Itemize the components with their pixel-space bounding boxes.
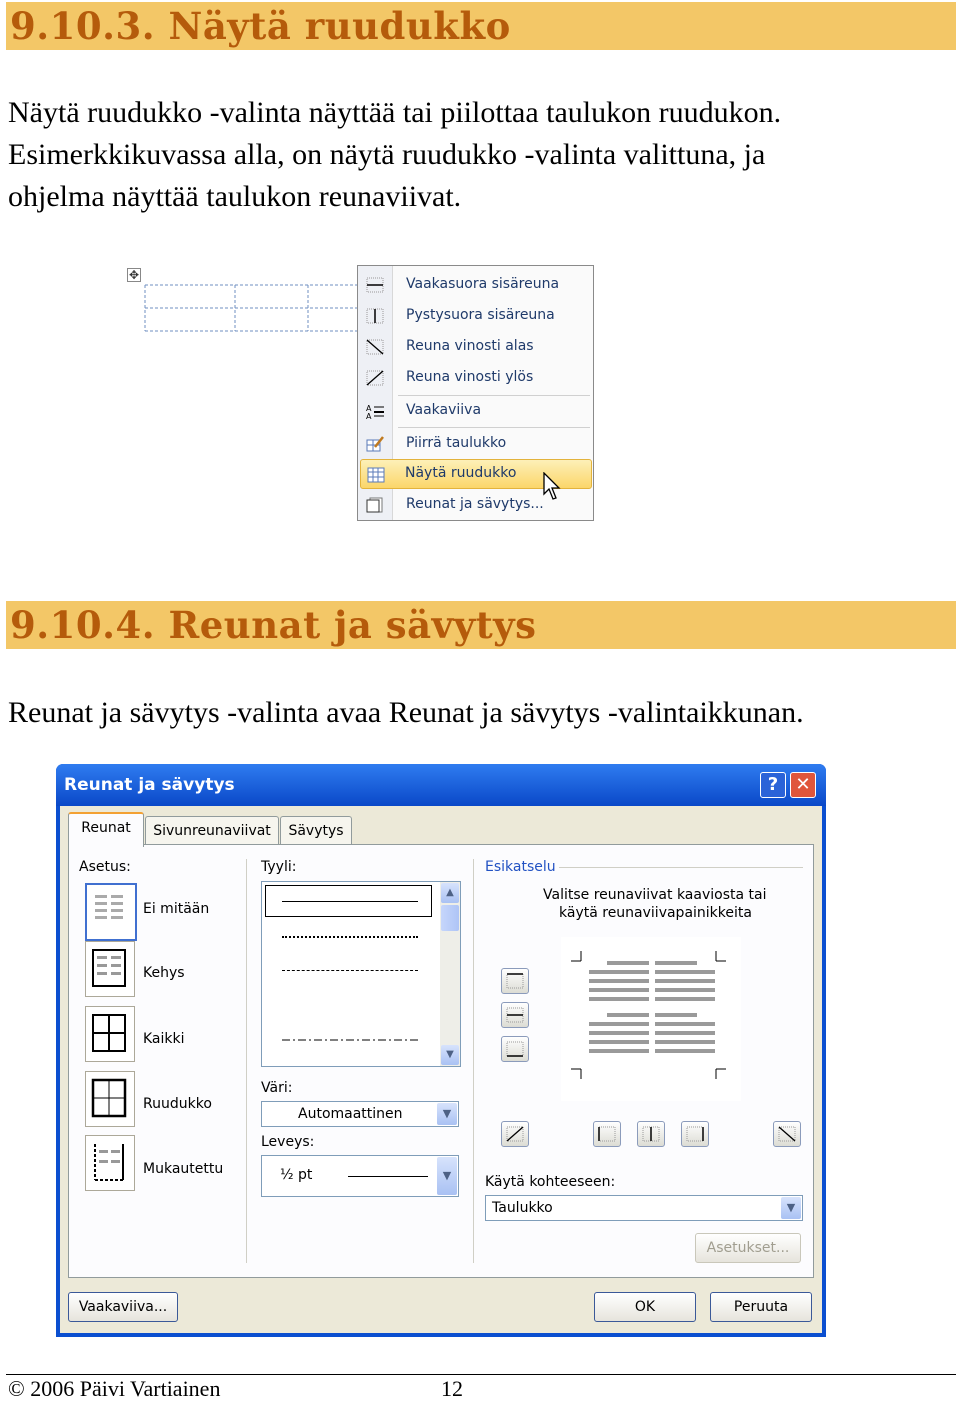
paragraph-line: Näytä ruudukko -valinta näyttää tai piilottaa taulukon ruudukon. (8, 96, 782, 129)
bottom-border-icon (502, 1037, 528, 1061)
menu-item-label: Vaakasuora sisäreuna (406, 276, 560, 292)
column-separator (246, 859, 247, 1263)
help-button[interactable] (760, 772, 786, 798)
borders-and-shading-icon (366, 497, 384, 513)
preview-hint-line-1: Valitse reunaviivat kaaviosta tai (543, 887, 767, 903)
close-button[interactable] (790, 772, 816, 798)
setting-none-option[interactable] (85, 883, 137, 941)
color-label: Väri: (261, 1080, 293, 1096)
horizontal-line-icon (366, 403, 384, 419)
tab-borders[interactable]: Reunat (68, 812, 144, 847)
tab-shading[interactable]: Sävytys (280, 816, 352, 845)
inside-horizontal-border-icon (502, 1003, 528, 1027)
svg-text:A: A (366, 412, 372, 419)
top-border-button[interactable] (501, 968, 529, 994)
footer-rule (6, 1374, 956, 1375)
column-separator (473, 859, 474, 1263)
diagonal-up-border-icon (366, 370, 384, 386)
section-heading-1: 9.10.3. Näytä ruudukko (6, 2, 956, 50)
preview-label: Esikatselu (485, 859, 556, 875)
dashed-table-gridlines (144, 284, 358, 334)
preview-diagram[interactable] (561, 937, 741, 1101)
chevron-down-icon: ▼ (446, 1049, 454, 1060)
line-style-dashed-large[interactable] (282, 1005, 418, 1006)
mouse-pointer-icon (543, 472, 563, 502)
diagonal-down-border-icon (366, 339, 384, 355)
scroll-down-button[interactable] (441, 1045, 459, 1065)
inside-horizontal-border-icon (366, 277, 384, 293)
line-style-dotted[interactable] (282, 936, 418, 938)
left-border-icon (594, 1122, 620, 1146)
chevron-up-icon: ▲ (446, 887, 454, 898)
diagonal-up-border-button[interactable] (501, 1121, 529, 1147)
page-number: 12 (441, 1376, 463, 1401)
dialog-title: Reunat ja sävytys (64, 775, 235, 795)
cancel-button[interactable]: Peruuta (710, 1292, 812, 1322)
bottom-border-button[interactable] (501, 1036, 529, 1062)
menu-item-diagonal-down-border[interactable] (360, 332, 592, 362)
borders-and-shading-dialog (56, 764, 826, 1337)
top-border-icon (502, 969, 528, 993)
menu-item-diagonal-up-border[interactable] (360, 363, 592, 393)
dialog-client-area (60, 806, 822, 1333)
setting-grid-icon (86, 1072, 132, 1124)
width-sample-line (348, 1176, 428, 1177)
apply-to-dropdown[interactable] (485, 1195, 803, 1221)
setting-label: Asetus: (79, 859, 131, 875)
inside-horizontal-border-button[interactable] (501, 1002, 529, 1028)
setting-custom-option[interactable] (85, 1135, 135, 1191)
setting-box-label: Kehys (143, 965, 185, 981)
menu-item-label: Reuna vinosti ylös (406, 369, 534, 385)
inside-vertical-border-icon (638, 1122, 664, 1146)
setting-none-icon (87, 885, 131, 935)
setting-custom-icon (86, 1136, 132, 1188)
diagonal-up-border-icon (502, 1122, 528, 1146)
menu-item-label: Näytä ruudukko (405, 465, 517, 481)
tab-page-border[interactable]: Sivunreunaviivat (145, 816, 279, 845)
setting-all-option[interactable] (85, 1006, 135, 1062)
dialog-titlebar (56, 764, 826, 806)
preview-hint-line-2: käytä reunaviivapainikkeita (559, 905, 752, 921)
width-value: ½ pt (280, 1167, 313, 1183)
setting-box-option[interactable] (85, 941, 135, 997)
menu-item-label: Vaakaviiva (406, 402, 482, 418)
chevron-down-icon[interactable]: ▼ (437, 1157, 457, 1195)
scroll-thumb[interactable] (441, 905, 459, 931)
line-style-solid[interactable] (265, 885, 432, 917)
setting-none-label: Ei mitään (143, 901, 210, 917)
svg-text:A: A (366, 404, 372, 413)
menu-item-label: Reunat ja sävytys... (406, 496, 544, 512)
paragraph-line: Esimerkkikuvassa alla, on näytä ruudukko -valinta valittuna, ja (8, 138, 766, 171)
menu-separator (398, 427, 590, 428)
left-border-button[interactable] (593, 1121, 621, 1147)
borders-tab-panel (68, 844, 814, 1278)
width-label: Leveys: (261, 1134, 315, 1150)
color-dropdown[interactable] (261, 1101, 459, 1127)
diagonal-down-border-button[interactable] (773, 1121, 801, 1147)
diagonal-down-border-icon (774, 1122, 800, 1146)
menu-item-label: Pystysuora sisäreuna (406, 307, 555, 323)
menu-item-label: Piirrä taulukko (406, 435, 507, 451)
paragraph-line: ohjelma näyttää taulukon reunaviivat. (8, 180, 462, 213)
help-icon: ? (767, 774, 779, 795)
line-style-dashed-small[interactable] (282, 970, 418, 971)
apply-to-label: Käytä kohteeseen: (485, 1174, 616, 1190)
horizontal-line-button[interactable]: Vaakaviiva... (68, 1292, 178, 1322)
setting-grid-label: Ruudukko (143, 1096, 212, 1112)
setting-all-label: Kaikki (143, 1031, 185, 1047)
line-style-dash-dot[interactable] (282, 1038, 420, 1042)
setting-box-icon (86, 942, 132, 994)
scroll-up-button[interactable] (441, 883, 459, 903)
line-style-list[interactable] (261, 881, 461, 1067)
inside-vertical-border-icon (366, 308, 384, 324)
table-move-handle-icon: ✥ (128, 268, 140, 282)
ok-button[interactable]: OK (594, 1292, 696, 1322)
setting-grid-option[interactable] (85, 1071, 135, 1127)
color-value: Automaattinen (298, 1106, 403, 1122)
menu-item-horizontal-line[interactable] (360, 396, 592, 426)
section2-paragraph: Reunat ja sävytys -valinta avaa Reunat ja sävytys -valintaikkunan. (8, 696, 804, 729)
menu-item-label: Reuna vinosti alas (406, 338, 534, 354)
menu-item-draw-table[interactable] (360, 429, 592, 459)
preview-table-sample (561, 937, 741, 1101)
menu-item-inside-horizontal-border[interactable] (360, 270, 592, 300)
inside-vertical-border-button[interactable] (637, 1121, 665, 1147)
close-icon: ✕ (795, 774, 811, 795)
chevron-down-icon[interactable]: ▼ (781, 1197, 801, 1219)
apply-to-value: Taulukko (492, 1200, 553, 1216)
section-heading-2: 9.10.4. Reunat ja sävytys (6, 601, 956, 649)
options-button[interactable]: Asetukset... (695, 1233, 801, 1263)
width-dropdown[interactable] (261, 1155, 459, 1197)
style-list-scrollbar[interactable] (440, 882, 460, 1066)
section1-paragraph (8, 92, 953, 218)
setting-custom-label: Mukautettu (143, 1161, 224, 1177)
style-label: Tyyli: (261, 859, 297, 875)
menu-item-inside-vertical-border[interactable] (360, 301, 592, 331)
right-border-button[interactable] (681, 1121, 709, 1147)
preview-group-line (559, 867, 803, 868)
footer-copyright: © 2006 Päivi Vartiainen (8, 1376, 221, 1401)
chevron-down-icon[interactable]: ▼ (437, 1103, 457, 1125)
right-border-icon (682, 1122, 708, 1146)
draw-table-icon (366, 436, 384, 452)
setting-all-icon (86, 1007, 132, 1059)
view-gridlines-icon (367, 467, 385, 483)
